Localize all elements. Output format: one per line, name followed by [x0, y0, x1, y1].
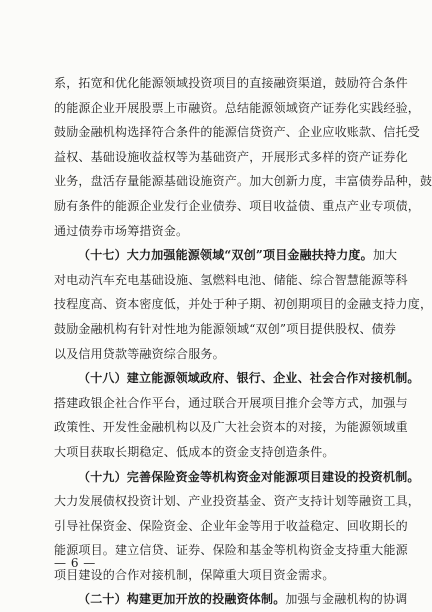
text-line: 益权、基础设施收益权等为基础资产，开展形式多样的资产证券化 — [54, 149, 408, 164]
text-line: 大力发展债权投资计划、产业投资基金、资产支持计划等融资工具， — [54, 494, 421, 509]
text-line: 能源项目。建立信贷、证券、保险和基金等机构资金支持重大能源 — [54, 543, 408, 558]
text-line: 大项目获取长期稳定、低成本的资金支持创造条件。 — [54, 444, 335, 459]
text-line: 政策性、开发性金融机构以及广大社会资本的对接，为能源领域重 — [54, 420, 408, 435]
body-text — [54, 71, 432, 612]
text-line: 鼓励金融机构选择符合条件的能源信贷资产、企业应收账款、信托受 — [54, 125, 421, 140]
text-line: 项目建设的合作对接机制，保障重大项目资金需求。 — [54, 567, 335, 582]
text-line: 业务，盘活存量能源基础设施资产。加大创新力度，丰富债券品种，鼓 — [54, 174, 432, 189]
text-line: 搭建政银企社合作平台，通过联合开展项目推介会等方式，加强与 — [54, 395, 408, 410]
text-line: 以及信用贷款等融资综合服务。 — [54, 346, 225, 361]
text-line: 引导社保资金、保险资金、企业年金等用于收益稳定、回收期长的 — [54, 518, 408, 533]
text-line: 通过债券市场筹措资金。 — [54, 223, 189, 238]
section-17-heading: （十七）大力加强能源领域“双创”项目金融扶持力度。 — [78, 248, 373, 263]
text-line: 对电动汽车充电基础设施、氢燃料电池、储能、综合智慧能源等科 — [54, 272, 408, 287]
page-number: — 6 — — [54, 556, 96, 570]
section-17-first-line — [54, 243, 398, 268]
section-17-lead: 加大 — [372, 248, 398, 263]
section-20-heading: （二十）构建更加开放的投融资体制。 — [78, 592, 286, 607]
section-20-first-line — [54, 587, 408, 612]
text-line: 的能源企业开展股票上市融资。总结能源领域资产证券化实践经验， — [54, 100, 421, 115]
section-19-heading: （十九）完善保险资金等机构资金对能源项目建设的投资机制。 — [78, 469, 420, 484]
text-line: 技程度高、资本密度低，并处于种子期、初创期项目的金融支持力度， — [54, 297, 432, 312]
text-line: 鼓励金融机构有针对性地为能源领域“双创”项目提供股权、债券 — [54, 321, 397, 336]
section-18-heading: （十八）建立能源领域政府、银行、企业、社会合作对接机制。 — [78, 371, 420, 386]
section-20-lead: 加强与金融机构的协调 — [285, 592, 408, 607]
text-line: 励有条件的能源企业发行企业债券、项目收益债、重点产业专项债， — [54, 198, 421, 213]
text-line: 系，拓宽和优化能源领域投资项目的直接融资渠道，鼓励符合条件 — [54, 76, 408, 90]
